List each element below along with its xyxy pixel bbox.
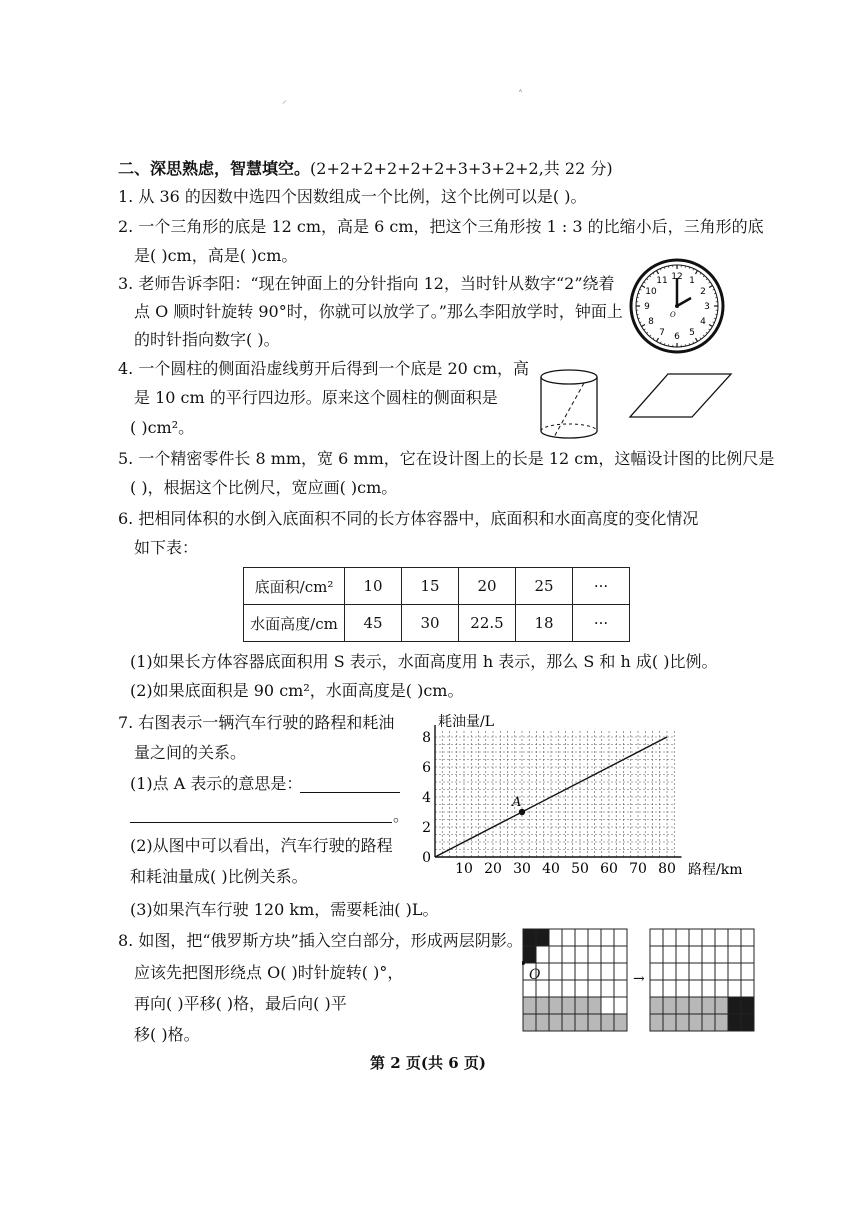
grid-cell — [523, 929, 536, 946]
q5-text-line2: ( )，根据这个比例尺，宽应画( )cm。 — [130, 478, 398, 497]
q7-sub3: (3)如果汽车行驶 120 km，需要耗油( )L。 — [130, 900, 439, 919]
grid-cell — [676, 997, 689, 1014]
table-cell: 30 — [402, 605, 459, 642]
grid-cell — [663, 929, 676, 946]
grid-cell — [715, 997, 728, 1014]
grid-cell — [689, 980, 702, 997]
grid-cell — [601, 997, 614, 1014]
q7-text-line1: 7. 右图表示一辆汽车行驶的路程和耗油 — [118, 713, 395, 732]
grid-cell — [523, 997, 536, 1014]
grid-cell — [728, 1014, 741, 1031]
q4-text-line2: 是 10 cm 的平行四边形。原来这个圆柱的侧面积是 — [134, 388, 498, 407]
grid-cell — [663, 963, 676, 980]
grid-cell — [614, 980, 627, 997]
clock-number-label: 12 — [671, 272, 683, 283]
grid-cell — [575, 963, 588, 980]
q2-text-line1: 2. 一个三角形的底是 12 cm，高是 6 cm，把这个三角形按 1 : 3 的比缩小后，三角形的底 — [118, 217, 764, 236]
grid-cell — [549, 929, 562, 946]
q4-text-line1: 4. 一个圆柱的侧面沿虚线剪开后得到一个底是 20 cm，高 — [118, 359, 530, 378]
grid-cell — [575, 946, 588, 963]
grid-cell — [536, 1014, 549, 1031]
x-tick-label: 10 — [455, 861, 473, 877]
grid-cell — [575, 929, 588, 946]
clock-number-label: 11 — [656, 276, 668, 287]
grid-cell — [614, 997, 627, 1014]
grid-cell — [728, 946, 741, 963]
clock-figure — [627, 256, 727, 356]
grid-cell — [588, 929, 601, 946]
grid-cell — [715, 1014, 728, 1031]
q3-text-line1: 3. 老师告诉李阳：“现在钟面上的分针指向 12，当时针从数字“2”绕着 — [118, 274, 615, 293]
grid-cell — [549, 997, 562, 1014]
x-tick-label: 70 — [629, 861, 647, 877]
grid-cell — [601, 929, 614, 946]
grid-cell — [728, 997, 741, 1014]
grid-cell — [676, 1014, 689, 1031]
point-a-label: A — [512, 795, 522, 810]
section-title: 二、深思熟虑，智慧填空。 — [118, 159, 311, 178]
grid-cell — [614, 929, 627, 946]
grid-cell — [601, 980, 614, 997]
grid-cell — [741, 997, 754, 1014]
q8-text-line4: 移( )格。 — [134, 1025, 200, 1044]
grid-cell — [715, 963, 728, 980]
y-tick-label: 0 — [422, 850, 431, 866]
grid-cell — [715, 929, 728, 946]
q7-sub2-line1: (2)从图中可以看出，汽车行驶的路程 — [130, 836, 393, 855]
x-tick-label: 40 — [542, 861, 560, 877]
q3-text-line3: 的时针指向数字( )。 — [134, 330, 280, 349]
scan-mark-left: ⸝ — [282, 95, 287, 106]
grid-cell — [650, 980, 663, 997]
q8-text-line2: 应该先把图形绕点 O( )时针旋转( )°， — [134, 963, 404, 982]
grid-cell — [689, 1014, 702, 1031]
grid-cell — [715, 980, 728, 997]
grid-cell — [741, 946, 754, 963]
table-cell: 22.5 — [459, 605, 516, 642]
y-tick-label: 8 — [422, 730, 431, 746]
table-row — [244, 568, 630, 605]
x-tick-label: 30 — [513, 861, 531, 877]
grid-cell — [728, 929, 741, 946]
q6-data-table — [243, 567, 630, 642]
x-tick-label: 80 — [658, 861, 676, 877]
clock-number-label: 3 — [704, 302, 710, 313]
grid-cell — [715, 946, 728, 963]
grid-cell — [549, 946, 562, 963]
x-tick-label: 20 — [484, 861, 502, 877]
grid-cell — [650, 997, 663, 1014]
clock-center-label: O — [670, 311, 676, 319]
q6-text-line2: 如下表： — [134, 538, 199, 557]
grid-cell — [549, 963, 562, 980]
grid-cell — [741, 963, 754, 980]
grid-cell — [588, 963, 601, 980]
grid-cell — [601, 1014, 614, 1031]
grid-cell — [523, 946, 536, 963]
q7-sub1-end: 。 — [393, 806, 410, 825]
grid-cell — [523, 1014, 536, 1031]
grid-cell — [601, 946, 614, 963]
grid-cell — [663, 946, 676, 963]
grid-cell — [650, 929, 663, 946]
grid-cell — [676, 946, 689, 963]
clock-number-label: 5 — [689, 328, 695, 339]
grid-cell — [575, 1014, 588, 1031]
clock-number-label: 2 — [700, 287, 706, 298]
q7-sub1: (1)点 A 表示的意思是： — [130, 774, 303, 793]
answer-line-1 — [300, 792, 400, 793]
q6-text-line1: 6. 把相同体积的水倒入底面积不同的长方体容器中，底面积和水面高度的变化情况 — [118, 509, 699, 528]
clock-number-label: 4 — [700, 317, 706, 328]
grid-cell — [650, 1014, 663, 1031]
cylinder-figure — [536, 366, 606, 446]
table-cell: 25 — [516, 568, 573, 605]
clock-number-label: 10 — [645, 287, 657, 298]
grid-cell — [689, 929, 702, 946]
y-tick-label: 6 — [422, 760, 431, 776]
clock-number-label: 6 — [674, 332, 680, 343]
q6-sub1: (1)如果长方体容器底面积用 S 表示，水面高度用 h 表示，那么 S 和 h 成( )比例。 — [130, 652, 718, 671]
q2-text-line2: 是( )cm，高是( )cm。 — [134, 246, 298, 265]
grid-cell — [614, 946, 627, 963]
grid-cell — [663, 997, 676, 1014]
grid-cell — [702, 929, 715, 946]
grid-cell — [741, 1014, 754, 1031]
table-cell: 45 — [345, 605, 402, 642]
tetris-grid-after — [649, 928, 755, 1032]
grid-cell — [575, 997, 588, 1014]
grid-cell — [562, 980, 575, 997]
table-cell: 20 — [459, 568, 516, 605]
grid-cell — [676, 929, 689, 946]
clock-number-label: 7 — [659, 328, 665, 339]
grid-cell — [650, 963, 663, 980]
x-tick-label: 50 — [571, 861, 589, 877]
answer-line-2 — [130, 822, 392, 823]
table-cell: ··· — [573, 568, 630, 605]
grid-cell — [702, 963, 715, 980]
grid-cell — [536, 946, 549, 963]
point-o-label: O — [529, 967, 541, 983]
grid-cell — [575, 980, 588, 997]
grid-cell — [588, 980, 601, 997]
tetris-arrow: → — [633, 971, 645, 987]
grid-cell — [536, 929, 549, 946]
grid-cell — [614, 1014, 627, 1031]
grid-cell — [702, 980, 715, 997]
section-heading — [118, 158, 613, 180]
grid-cell — [614, 963, 627, 980]
q5-text-line1: 5. 一个精密零件长 8 mm，宽 6 mm，它在设计图上的长是 12 cm，这幅设计图的比例尺是 — [118, 449, 775, 468]
fuel-distance-chart — [420, 710, 750, 890]
grid-cell — [689, 946, 702, 963]
grid-cell — [601, 963, 614, 980]
q3-text-line2: 点 O 顺时针旋转 90°时，你就可以放学了。”那么李阳放学时，钟面上 — [134, 302, 623, 321]
grid-cell — [663, 1014, 676, 1031]
grid-cell — [741, 980, 754, 997]
table-row — [244, 605, 630, 642]
grid-cell — [562, 997, 575, 1014]
page-footer: 第 2 页(共 6 页) — [370, 1054, 486, 1072]
grid-cell — [549, 1014, 562, 1031]
grid-cell — [562, 946, 575, 963]
y-tick-label: 2 — [422, 820, 431, 836]
grid-cell — [728, 963, 741, 980]
grid-cell — [741, 929, 754, 946]
q7-text-line2: 量之间的关系。 — [134, 743, 247, 762]
grid-cell — [562, 963, 575, 980]
clock-number-label: 8 — [648, 317, 654, 328]
grid-cell — [588, 946, 601, 963]
section-score: (2+2+2+2+2+2+3+3+2+2,共 22 分) — [310, 159, 613, 178]
grid-cell — [549, 980, 562, 997]
table-cell: ··· — [573, 605, 630, 642]
grid-cell — [689, 997, 702, 1014]
table-row-header: 水面高度/cm — [244, 605, 345, 642]
grid-cell — [728, 980, 741, 997]
grid-cell — [588, 997, 601, 1014]
q8-text-line3: 再向( )平移( )格，最后向( )平 — [134, 994, 347, 1013]
table-cell: 10 — [345, 568, 402, 605]
q4-text-line3: ( )cm²。 — [130, 418, 195, 437]
clock-number-label: 9 — [644, 302, 650, 313]
q8-text-line1: 8. 如图，把“俄罗斯方块”插入空白部分，形成两层阴影。 — [118, 931, 523, 950]
q7-sub2-line2: 和耗油量成( )比例关系。 — [130, 867, 308, 886]
grid-cell — [702, 997, 715, 1014]
grid-cell — [650, 946, 663, 963]
grid-cell — [689, 963, 702, 980]
grid-cell — [562, 929, 575, 946]
y-axis-label: 耗油量/L — [438, 714, 495, 730]
grid-cell — [588, 1014, 601, 1031]
x-tick-label: 60 — [600, 861, 618, 877]
y-tick-label: 4 — [422, 790, 431, 806]
grid-cell — [676, 980, 689, 997]
q6-sub2: (2)如果底面积是 90 cm²，水面高度是( )cm。 — [130, 681, 464, 700]
grid-cell — [663, 980, 676, 997]
table-cell: 18 — [516, 605, 573, 642]
parallelogram-figure — [628, 372, 734, 420]
table-cell: 15 — [402, 568, 459, 605]
grid-cell — [676, 963, 689, 980]
x-axis-label: 路程/km — [688, 862, 743, 878]
clock-number-label: 1 — [689, 276, 695, 287]
grid-cell — [702, 946, 715, 963]
grid-cell — [702, 1014, 715, 1031]
grid-cell — [562, 1014, 575, 1031]
q1-text: 1. 从 36 的因数中选四个因数组成一个比例，这个比例可以是( )。 — [118, 187, 587, 206]
scan-mark-right: ˄ — [518, 90, 523, 101]
table-row-header: 底面积/cm² — [244, 568, 345, 605]
grid-cell — [536, 997, 549, 1014]
